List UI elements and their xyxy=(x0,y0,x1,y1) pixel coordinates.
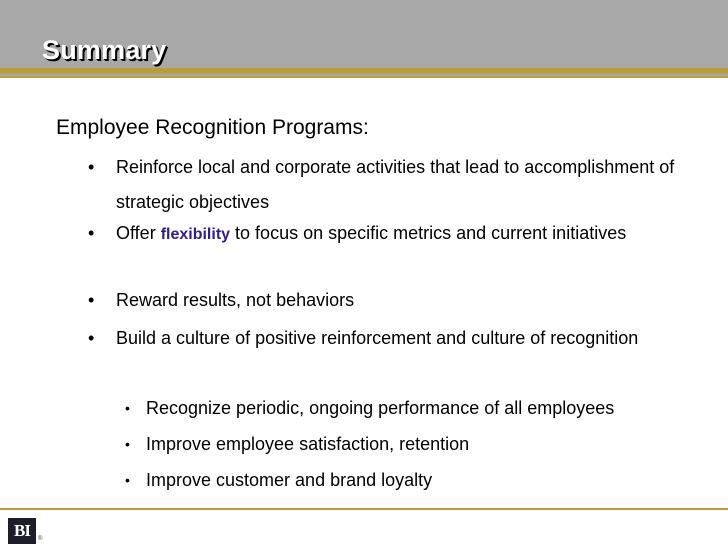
highlight-keyword: flexibility xyxy=(160,226,231,243)
sub-bullet-dot: • xyxy=(125,472,130,488)
bullet-text-before: Offer xyxy=(116,223,161,243)
bullet-dot: • xyxy=(88,223,95,243)
footer-gold-rule xyxy=(0,508,728,510)
company-logo: BI xyxy=(8,518,36,544)
bullet-text: Reinforce local and corporate activities that lead to accomplishment of strategic objectives xyxy=(116,157,675,212)
sub-bullet-text: Improve employee satisfaction, retention xyxy=(146,434,470,454)
header-gold-thin-rule xyxy=(0,76,728,78)
registered-mark: ® xyxy=(38,536,43,542)
bullet-text-after: to focus on specific metrics and current initiatives xyxy=(230,223,627,243)
bullet-dot: • xyxy=(88,328,95,348)
slide-footer xyxy=(0,508,728,546)
sub-bullet-text: Recognize periodic, ongoing performance of all employees xyxy=(146,398,615,418)
bullet-text: Build a culture of positive reinforcement and culture of recognition xyxy=(116,328,639,348)
sub-bullet-dot: • xyxy=(125,400,130,416)
bullet-dot: • xyxy=(88,157,95,177)
bullet-text: Reward results, not behaviors xyxy=(116,290,355,310)
intro-heading: Employee Recognition Programs: xyxy=(56,116,369,139)
sub-bullet-dot: • xyxy=(125,436,130,452)
bullet-dot: • xyxy=(88,290,95,310)
bullet-text xyxy=(116,216,676,252)
slide-title: Summary xyxy=(42,35,167,65)
sub-bullet-text: Improve customer and brand loyalty xyxy=(146,470,433,490)
header-gold-rule xyxy=(0,68,728,74)
